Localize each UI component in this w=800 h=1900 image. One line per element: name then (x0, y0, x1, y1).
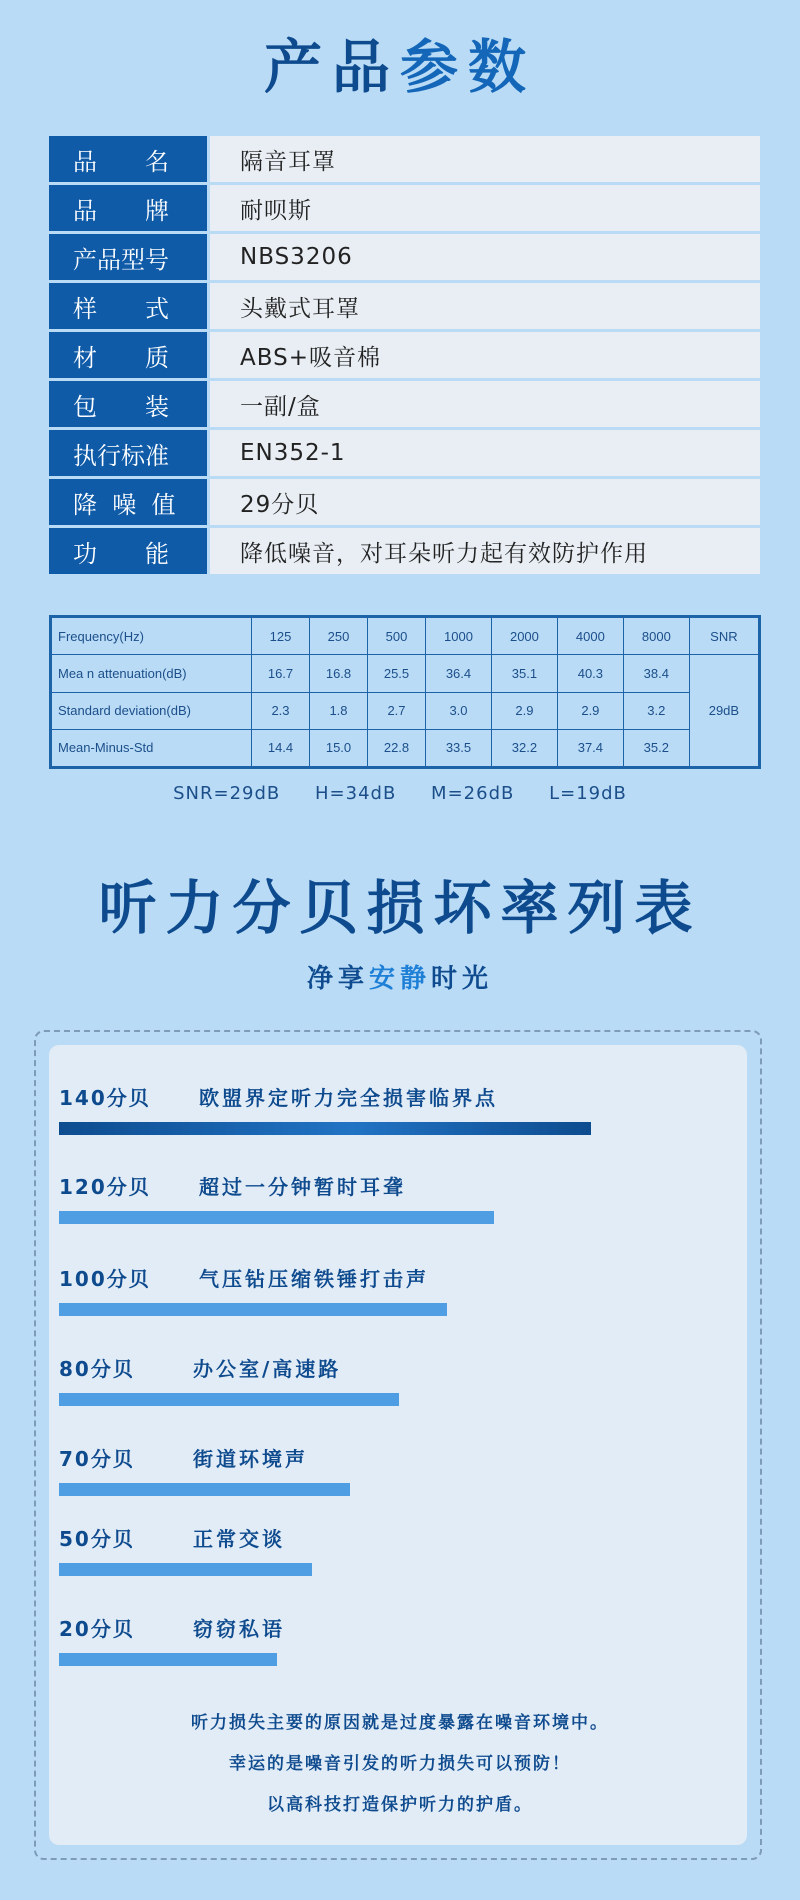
subtitle-part3: 时光 (431, 964, 494, 994)
level-desc: 欧盟界定听力完全损害临界点 (199, 1086, 498, 1110)
param-key-label: 样 式 (73, 294, 169, 323)
table-cell: 1.8 (310, 692, 368, 729)
level-bar (59, 1483, 350, 1496)
level-bar (59, 1653, 277, 1666)
table-cell: 35.2 (623, 729, 689, 766)
param-row (49, 185, 760, 231)
level-item (59, 1174, 759, 1234)
param-key (49, 528, 207, 574)
param-value: 隔音耳罩 (210, 136, 760, 182)
freq-cell: 8000 (623, 618, 689, 655)
param-value: EN352-1 (210, 430, 760, 476)
product-params-table (49, 136, 760, 577)
title-part2: 参数 (400, 33, 537, 101)
param-value: 降低噪音，对耳朵听力起有效防护作用 (210, 528, 760, 574)
param-key-label: 执行标准 (73, 441, 169, 470)
param-row (49, 136, 760, 182)
param-row (49, 283, 760, 329)
level-db: 70分贝 (59, 1447, 135, 1471)
subtitle-part1: 净享 (306, 964, 369, 994)
attenuation-table (49, 615, 761, 769)
param-key (49, 430, 207, 476)
table-cell: 16.8 (310, 655, 368, 692)
param-value: 29分贝 (210, 479, 760, 525)
param-row (49, 381, 760, 427)
subtitle-part2: 安静 (368, 964, 431, 994)
title-part1: 产品 (263, 33, 400, 101)
table-cell: 33.5 (426, 729, 492, 766)
level-db: 50分贝 (59, 1527, 135, 1551)
table-cell: 38.4 (623, 655, 689, 692)
row-label: Mea n attenuation(dB) (52, 655, 252, 692)
table-row-std (52, 692, 759, 729)
table-cell: 36.4 (426, 655, 492, 692)
level-desc: 街道环境声 (193, 1447, 308, 1471)
param-key (49, 479, 207, 525)
table-cell: 35.1 (491, 655, 557, 692)
table-cell: 2.9 (557, 692, 623, 729)
snr-summary (0, 783, 800, 804)
level-db: 20分贝 (59, 1617, 135, 1641)
level-bar (59, 1393, 399, 1406)
level-item (59, 1616, 759, 1676)
level-bar (59, 1303, 447, 1316)
table-cell: 40.3 (557, 655, 623, 692)
param-key-label: 包 装 (73, 392, 169, 421)
table-cell: 3.0 (426, 692, 492, 729)
level-db: 80分贝 (59, 1357, 135, 1381)
table-cell: 22.8 (368, 729, 426, 766)
snr-header: SNR (689, 618, 758, 655)
table-cell: 37.4 (557, 729, 623, 766)
row-label: Mean-Minus-Std (52, 729, 252, 766)
table-cell: 32.2 (491, 729, 557, 766)
param-row (49, 479, 760, 525)
table-cell: 2.3 (252, 692, 310, 729)
level-item (59, 1356, 759, 1416)
title-text: 听力分贝损坏率列表 (98, 874, 702, 942)
note-line: 听力损失主要的原因就是过度暴露在噪音环境中。 (191, 1713, 609, 1733)
freq-cell: 500 (368, 618, 426, 655)
level-db: 100分贝 (59, 1267, 151, 1291)
param-value: ABS+吸音棉 (210, 332, 760, 378)
param-row (49, 332, 760, 378)
param-key-label: 功 能 (73, 539, 169, 568)
param-row (49, 528, 760, 574)
freq-cell: 1000 (426, 618, 492, 655)
snr-summary-item: SNR=29dB (173, 783, 281, 804)
param-key-label: 品 名 (73, 147, 169, 176)
table-row-mms (52, 729, 759, 766)
section-title-product-params (0, 28, 800, 106)
level-bar (59, 1122, 591, 1135)
param-key-label: 品 牌 (73, 196, 169, 225)
level-bar (59, 1211, 494, 1224)
param-key (49, 185, 207, 231)
section-title-hearing-loss (0, 868, 800, 948)
freq-cell: 125 (252, 618, 310, 655)
param-row (49, 430, 760, 476)
param-key-label: 材 质 (73, 343, 169, 372)
param-key-label: 降 噪 值 (73, 490, 176, 519)
freq-label: Frequency(Hz) (52, 618, 252, 655)
level-desc: 正常交谈 (193, 1527, 285, 1551)
level-desc: 窃窃私语 (193, 1617, 285, 1641)
param-key (49, 283, 207, 329)
level-item (59, 1266, 759, 1326)
note-line: 幸运的是噪音引发的听力损失可以预防！ (229, 1754, 571, 1774)
level-db: 140分贝 (59, 1086, 151, 1110)
snr-summary-item: L=19dB (549, 783, 627, 804)
snr-value: 29dB (689, 655, 758, 767)
table-row-mean (52, 655, 759, 692)
param-key-label: 产品型号 (73, 245, 169, 274)
freq-cell: 2000 (491, 618, 557, 655)
level-item (59, 1526, 759, 1586)
param-key (49, 136, 207, 182)
section-subtitle (0, 958, 800, 995)
table-cell: 3.2 (623, 692, 689, 729)
table-cell: 14.4 (252, 729, 310, 766)
snr-summary-item: M=26dB (431, 783, 515, 804)
table-cell: 2.9 (491, 692, 557, 729)
param-value: 耐呗斯 (210, 185, 760, 231)
level-item (59, 1446, 759, 1506)
level-desc: 办公室/高速路 (193, 1357, 342, 1381)
level-bar (59, 1563, 312, 1576)
level-desc: 超过一分钟暂时耳聋 (199, 1175, 406, 1199)
note-line: 以高科技打造保护听力的护盾。 (267, 1795, 533, 1815)
param-key (49, 332, 207, 378)
param-value: 一副/盒 (210, 381, 760, 427)
table-row-frequency (52, 618, 759, 655)
level-db: 120分贝 (59, 1175, 151, 1199)
table-cell: 2.7 (368, 692, 426, 729)
table-cell: 16.7 (252, 655, 310, 692)
param-row (49, 234, 760, 280)
level-item (59, 1085, 759, 1145)
param-key (49, 234, 207, 280)
freq-cell: 4000 (557, 618, 623, 655)
level-desc: 气压钻压缩铁锤打击声 (199, 1267, 429, 1291)
table-cell: 15.0 (310, 729, 368, 766)
freq-cell: 250 (310, 618, 368, 655)
row-label: Standard deviation(dB) (52, 692, 252, 729)
param-key (49, 381, 207, 427)
param-value: NBS3206 (210, 234, 760, 280)
param-value: 头戴式耳罩 (210, 283, 760, 329)
snr-summary-item: H=34dB (315, 783, 397, 804)
table-cell: 25.5 (368, 655, 426, 692)
